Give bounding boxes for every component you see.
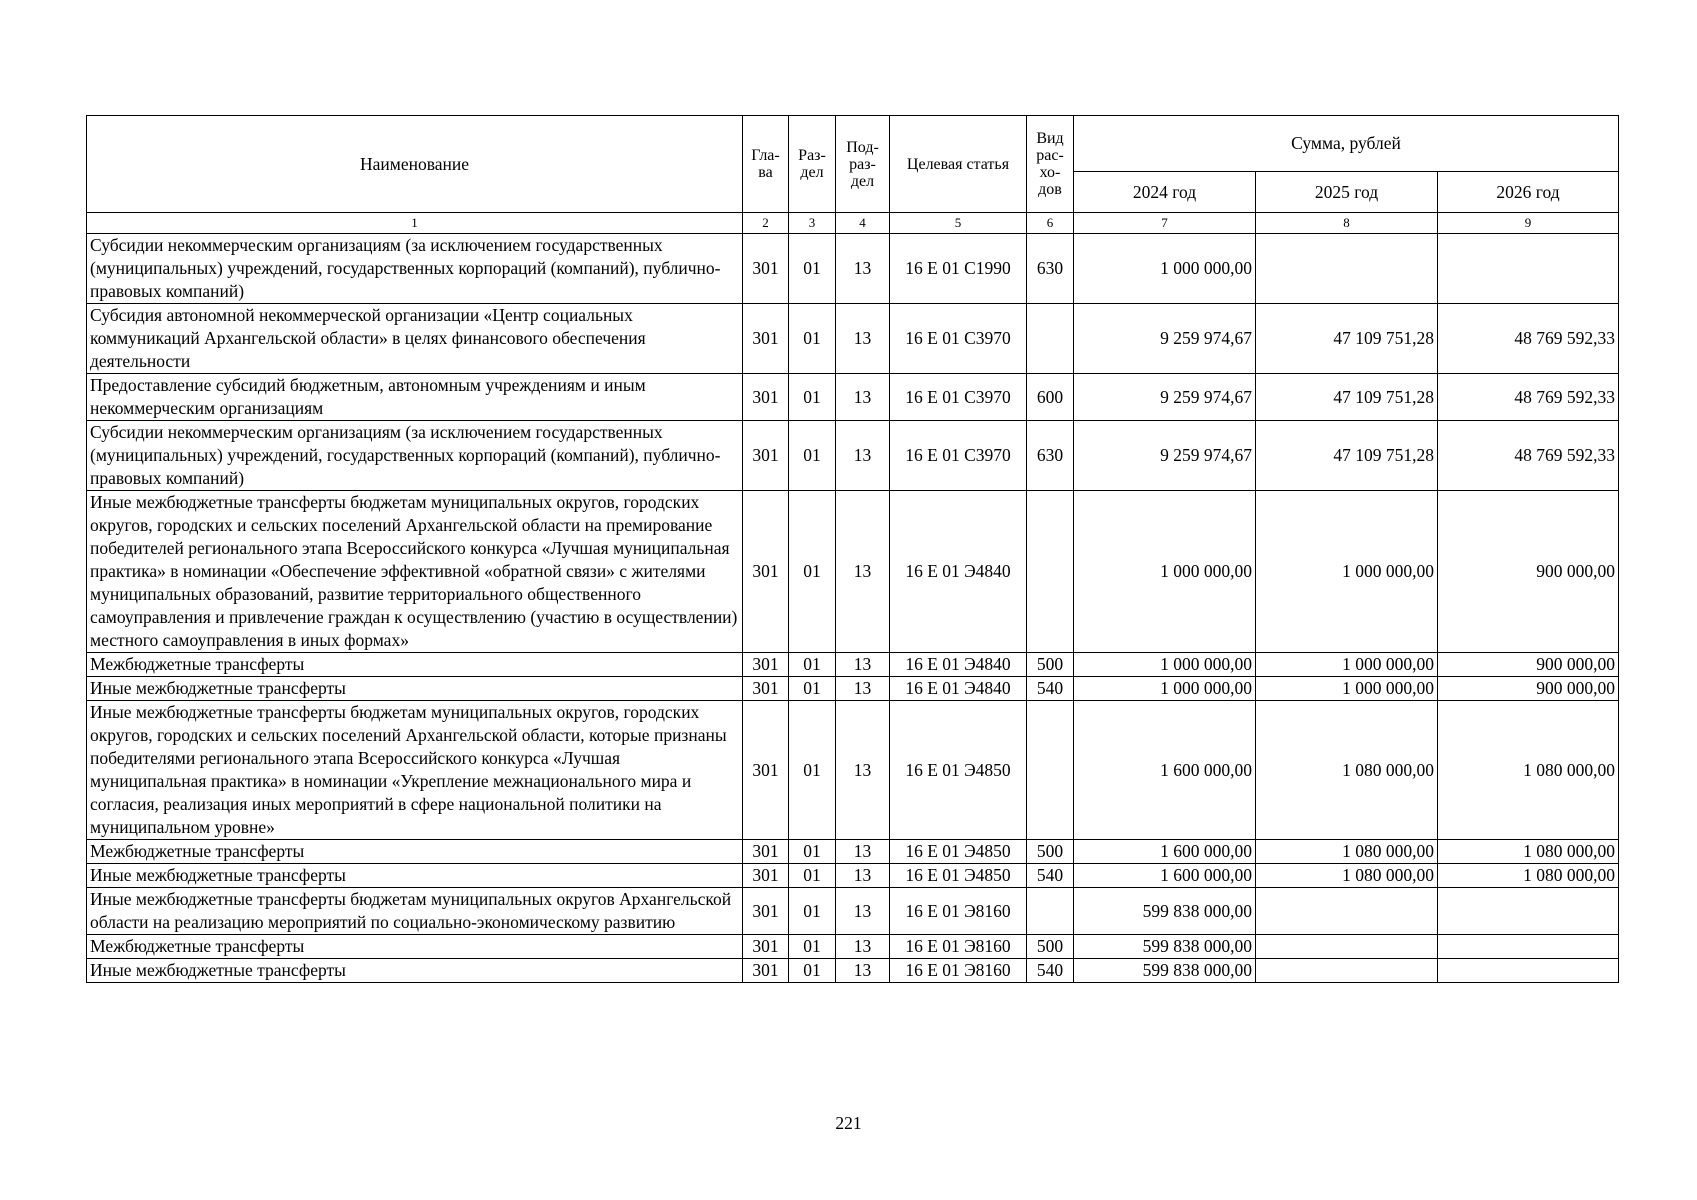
row-section-cell: 01: [789, 234, 836, 304]
row-amount-2025-cell: 47 109 751,28: [1256, 304, 1438, 374]
row-target-article-cell: 16 Е 01 С1990: [890, 234, 1027, 304]
row-amount-2026-cell: 1 080 000,00: [1438, 840, 1619, 864]
row-chapter-cell: 301: [743, 421, 789, 491]
table-row: [87, 888, 1619, 935]
row-target-article-cell: 16 Е 01 Э4850: [890, 701, 1027, 840]
row-subsection-cell: 13: [836, 840, 890, 864]
row-section-cell: 01: [789, 701, 836, 840]
row-amount-2025-cell: 1 000 000,00: [1256, 677, 1438, 701]
row-subsection-cell: 13: [836, 491, 890, 653]
row-section-cell: 01: [789, 491, 836, 653]
column-number: 2: [743, 213, 789, 234]
row-amount-2025-cell: [1256, 234, 1438, 304]
table-row: [87, 234, 1619, 304]
row-subsection-cell: 13: [836, 234, 890, 304]
row-expense-type-cell: 540: [1027, 677, 1074, 701]
row-expense-type-cell: 630: [1027, 421, 1074, 491]
row-amount-2025-cell: [1256, 888, 1438, 935]
header-year-2024: 2024 год: [1074, 172, 1256, 213]
row-amount-2024-cell: 599 838 000,00: [1074, 888, 1256, 935]
row-subsection-cell: 13: [836, 304, 890, 374]
row-section-cell: 01: [789, 959, 836, 983]
row-amount-2026-cell: 48 769 592,33: [1438, 421, 1619, 491]
row-subsection-cell: 13: [836, 959, 890, 983]
row-amount-2026-cell: 1 080 000,00: [1438, 864, 1619, 888]
column-number: 9: [1438, 213, 1619, 234]
row-amount-2024-cell: 599 838 000,00: [1074, 959, 1256, 983]
row-name-cell: Иные межбюджетные трансферты: [87, 677, 743, 701]
row-name-cell: Межбюджетные трансферты: [87, 840, 743, 864]
row-amount-2025-cell: 1 080 000,00: [1256, 864, 1438, 888]
row-amount-2025-cell: [1256, 935, 1438, 959]
row-expense-type-cell: 600: [1027, 374, 1074, 421]
table-row: [87, 304, 1619, 374]
row-amount-2024-cell: 1 000 000,00: [1074, 491, 1256, 653]
table-body: [87, 234, 1619, 983]
column-numbers-row: [87, 213, 1619, 234]
row-subsection-cell: 13: [836, 677, 890, 701]
row-target-article-cell: 16 Е 01 Э8160: [890, 888, 1027, 935]
column-number: 1: [87, 213, 743, 234]
header-amount: Сумма, рублей: [1074, 116, 1619, 172]
row-amount-2025-cell: [1256, 959, 1438, 983]
row-amount-2025-cell: 1 080 000,00: [1256, 701, 1438, 840]
row-amount-2024-cell: 9 259 974,67: [1074, 374, 1256, 421]
row-target-article-cell: 16 Е 01 С3970: [890, 421, 1027, 491]
row-section-cell: 01: [789, 888, 836, 935]
row-amount-2025-cell: 1 080 000,00: [1256, 840, 1438, 864]
row-section-cell: 01: [789, 840, 836, 864]
row-amount-2026-cell: [1438, 935, 1619, 959]
row-name-cell: Иные межбюджетные трансферты бюджетам муниципальных округов, городских округов, городских и сельских поселений Архангельской области на премирование победителей регионального этапа Всероссийского конкурса «Лучшая муниципальная практика» в номинации «Обеспечение эффективной «обратной связи» с жителями муниципальных образований, развитие территориального общественного самоуправления и привлечение граждан к осуществлению (участию в осуществлении) местного самоуправления в иных формах»: [87, 491, 743, 653]
row-chapter-cell: 301: [743, 374, 789, 421]
row-subsection-cell: 13: [836, 374, 890, 421]
row-name-cell: Иные межбюджетные трансферты бюджетам муниципальных округов, городских округов, городских и сельских поселений Архангельской области, которые признаны победителями регионального этапа Всероссийского конкурса «Лучшая муниципальная практика» в номинации «Укрепление межнационального мира и согласия, реализация иных мероприятий в сфере национальной политики на муниципальном уровне»: [87, 701, 743, 840]
row-target-article-cell: 16 Е 01 Э4850: [890, 840, 1027, 864]
row-amount-2026-cell: 1 080 000,00: [1438, 701, 1619, 840]
row-expense-type-cell: 500: [1027, 935, 1074, 959]
row-amount-2026-cell: 48 769 592,33: [1438, 374, 1619, 421]
page-number: 221: [835, 1113, 862, 1133]
row-subsection-cell: 13: [836, 701, 890, 840]
row-name-cell: Иные межбюджетные трансферты: [87, 959, 743, 983]
header-section: Раз-дел: [789, 116, 836, 213]
row-name-cell: Межбюджетные трансферты: [87, 935, 743, 959]
row-name-cell: Предоставление субсидий бюджетным, автономным учреждениям и иным некоммерческим организациям: [87, 374, 743, 421]
row-expense-type-cell: 540: [1027, 864, 1074, 888]
column-number: 5: [890, 213, 1027, 234]
row-amount-2026-cell: 900 000,00: [1438, 677, 1619, 701]
row-subsection-cell: 13: [836, 653, 890, 677]
table-row: [87, 935, 1619, 959]
row-name-cell: Субсидии некоммерческим организациям (за исключением государственных (муниципальных) учреждений, государственных корпораций (компаний), публично-правовых компаний): [87, 421, 743, 491]
row-amount-2026-cell: 900 000,00: [1438, 491, 1619, 653]
table-header: [87, 116, 1619, 234]
row-subsection-cell: 13: [836, 421, 890, 491]
row-amount-2026-cell: [1438, 959, 1619, 983]
table-row: [87, 864, 1619, 888]
column-number: 4: [836, 213, 890, 234]
header-name: Наименование: [87, 116, 743, 213]
header-year-2026: 2026 год: [1438, 172, 1619, 213]
row-chapter-cell: 301: [743, 677, 789, 701]
header-chapter: Гла-ва: [743, 116, 789, 213]
header-expense-type: Вид рас-хо-дов: [1027, 116, 1074, 213]
row-subsection-cell: 13: [836, 864, 890, 888]
row-expense-type-cell: 500: [1027, 653, 1074, 677]
row-target-article-cell: 16 Е 01 Э4840: [890, 653, 1027, 677]
row-expense-type-cell: 630: [1027, 234, 1074, 304]
row-target-article-cell: 16 Е 01 Э4850: [890, 864, 1027, 888]
row-section-cell: 01: [789, 653, 836, 677]
column-number: 7: [1074, 213, 1256, 234]
row-amount-2025-cell: 47 109 751,28: [1256, 421, 1438, 491]
row-target-article-cell: 16 Е 01 Э8160: [890, 935, 1027, 959]
row-subsection-cell: 13: [836, 935, 890, 959]
row-chapter-cell: 301: [743, 935, 789, 959]
row-target-article-cell: 16 Е 01 Э4840: [890, 491, 1027, 653]
row-chapter-cell: 301: [743, 959, 789, 983]
row-name-cell: Иные межбюджетные трансферты бюджетам муниципальных округов Архангельской области на реализацию мероприятий по социально-экономическому развитию: [87, 888, 743, 935]
row-target-article-cell: 16 Е 01 С3970: [890, 304, 1027, 374]
header-subsection: Под-раз-дел: [836, 116, 890, 213]
row-amount-2024-cell: 1 000 000,00: [1074, 234, 1256, 304]
table-row: [87, 653, 1619, 677]
row-amount-2026-cell: 900 000,00: [1438, 653, 1619, 677]
row-section-cell: 01: [789, 304, 836, 374]
table-row: [87, 959, 1619, 983]
row-expense-type-cell: [1027, 304, 1074, 374]
row-amount-2026-cell: [1438, 888, 1619, 935]
row-amount-2026-cell: 48 769 592,33: [1438, 304, 1619, 374]
row-expense-type-cell: [1027, 491, 1074, 653]
table-row: [87, 491, 1619, 653]
row-section-cell: 01: [789, 864, 836, 888]
header-target-article: Целевая статья: [890, 116, 1027, 213]
table-row: [87, 374, 1619, 421]
row-target-article-cell: 16 Е 01 С3970: [890, 374, 1027, 421]
row-chapter-cell: 301: [743, 888, 789, 935]
row-chapter-cell: 301: [743, 864, 789, 888]
row-chapter-cell: 301: [743, 234, 789, 304]
row-expense-type-cell: [1027, 701, 1074, 840]
budget-table: [86, 115, 1619, 983]
row-amount-2025-cell: 1 000 000,00: [1256, 491, 1438, 653]
header-year-2025: 2025 год: [1256, 172, 1438, 213]
row-section-cell: 01: [789, 374, 836, 421]
row-amount-2024-cell: 1 600 000,00: [1074, 864, 1256, 888]
row-amount-2026-cell: [1438, 234, 1619, 304]
row-chapter-cell: 301: [743, 491, 789, 653]
row-amount-2024-cell: 9 259 974,67: [1074, 304, 1256, 374]
row-amount-2024-cell: 9 259 974,67: [1074, 421, 1256, 491]
row-expense-type-cell: 500: [1027, 840, 1074, 864]
row-expense-type-cell: 540: [1027, 959, 1074, 983]
row-target-article-cell: 16 Е 01 Э4840: [890, 677, 1027, 701]
row-amount-2025-cell: 1 000 000,00: [1256, 653, 1438, 677]
table-row: [87, 701, 1619, 840]
row-section-cell: 01: [789, 421, 836, 491]
row-name-cell: Субсидия автономной некоммерческой организации «Центр социальных коммуникаций Архангельской области» в целях финансового обеспечения деятельности: [87, 304, 743, 374]
row-name-cell: Межбюджетные трансферты: [87, 653, 743, 677]
table-row: [87, 840, 1619, 864]
column-number: 6: [1027, 213, 1074, 234]
row-name-cell: Субсидии некоммерческим организациям (за исключением государственных (муниципальных) учреждений, государственных корпораций (компаний), публично-правовых компаний): [87, 234, 743, 304]
row-section-cell: 01: [789, 677, 836, 701]
table-row: [87, 421, 1619, 491]
row-amount-2024-cell: 1 000 000,00: [1074, 653, 1256, 677]
row-target-article-cell: 16 Е 01 Э8160: [890, 959, 1027, 983]
row-amount-2024-cell: 1 000 000,00: [1074, 677, 1256, 701]
row-name-cell: Иные межбюджетные трансферты: [87, 864, 743, 888]
row-section-cell: 01: [789, 935, 836, 959]
table-row: [87, 677, 1619, 701]
column-number: 8: [1256, 213, 1438, 234]
row-chapter-cell: 301: [743, 653, 789, 677]
row-chapter-cell: 301: [743, 304, 789, 374]
column-number: 3: [789, 213, 836, 234]
row-amount-2025-cell: 47 109 751,28: [1256, 374, 1438, 421]
row-subsection-cell: 13: [836, 888, 890, 935]
row-amount-2024-cell: 1 600 000,00: [1074, 701, 1256, 840]
row-expense-type-cell: [1027, 888, 1074, 935]
row-amount-2024-cell: 1 600 000,00: [1074, 840, 1256, 864]
row-chapter-cell: 301: [743, 701, 789, 840]
row-amount-2024-cell: 599 838 000,00: [1074, 935, 1256, 959]
row-chapter-cell: 301: [743, 840, 789, 864]
